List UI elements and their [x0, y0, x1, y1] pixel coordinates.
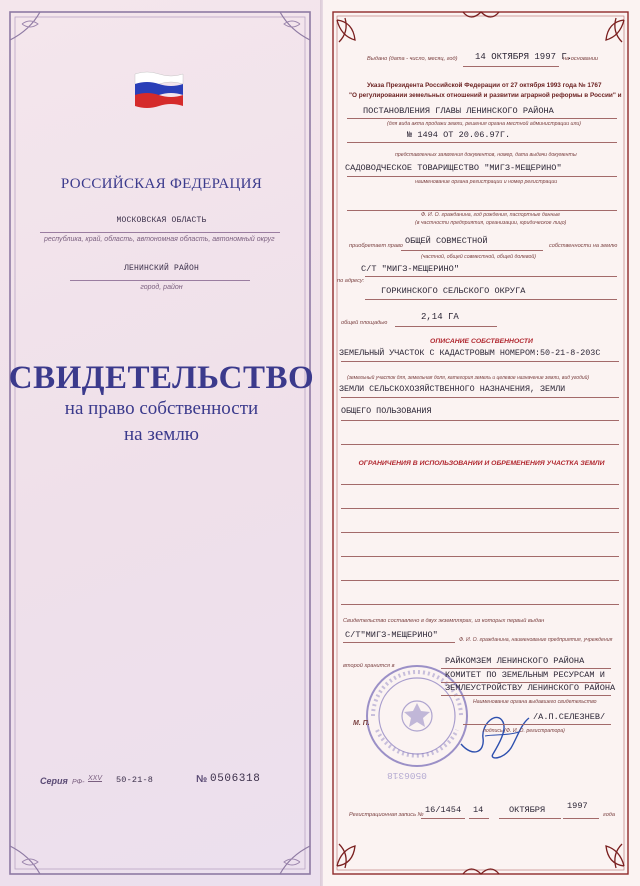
owner-caption: наименование органа регистрации и номер регистрации — [415, 179, 558, 185]
owner-name: САДОВОДЧЕСКОЕ ТОВАРИЩЕСТВО "МИГЗ-МЕЩЕРИНО" — [345, 163, 562, 173]
resolution-number: № 1494 ОТ 20.06.97Г. — [407, 130, 511, 140]
registration-number: 16/1454 — [425, 805, 462, 815]
area-label: общей площадью — [341, 320, 388, 326]
issued-basis: на основании — [563, 56, 599, 62]
series-label: Серия — [40, 776, 68, 786]
registration-year-suffix: года — [603, 812, 616, 818]
decree-line-1: Указа Президента Российской Федерации от 27 октября 1993 года № 1767 — [367, 82, 602, 89]
ownership-type: ОБЩЕЙ СОВМЕСТНОЙ — [405, 236, 488, 246]
address-line-1: С/Т "МИГЗ-МЕЩЕРИНО" — [361, 264, 459, 274]
signer-name: /А.П.СЕЛЕЗНЕВ/ — [533, 712, 606, 722]
certificate-subtitle-line-1: на право собственности — [64, 398, 259, 419]
address-label: по адресу: — [337, 278, 365, 284]
country-heading: РОССИЙСКАЯ ФЕДЕРАЦИЯ — [60, 176, 263, 192]
stamp-label: М. П. — [353, 720, 370, 727]
area-value: 2,14 ГА — [421, 312, 459, 322]
region-value: МОСКОВСКАЯ ОБЛАСТЬ — [116, 216, 207, 225]
restrictions-heading: ОГРАНИЧЕНИЯ В ИСПОЛЬЗОВАНИИ И ОБРЕМЕНЕНИЯ УЧАСТКА ЗЕМЛИ — [358, 460, 605, 467]
person-caption-1: Ф. И. О. гражданина, год рождения, паспортные данные — [421, 212, 561, 218]
series-roman: XXV — [88, 775, 103, 782]
description-line-1: ЗЕМЕЛЬНЫЙ УЧАСТОК С КАДАСТРОВЫМ НОМЕРОМ:50-21-8-203С — [339, 348, 601, 358]
registration-label: Регистрационная запись № — [349, 812, 424, 818]
district-caption: город, район — [140, 284, 183, 291]
copy-holder-caption: Ф. И. О. гражданина, наименование предприятия, учреждения — [459, 637, 613, 643]
signer-caption: подпись (Ф. И. О. регистратора) — [483, 728, 565, 734]
authority-line-3: ЗЕМЛЕУСТРОЙСТВУ ЛЕНИНСКОГО РАЙОНА — [445, 683, 616, 693]
resolution-text: ПОСТАНОВЛЕНИЯ ГЛАВЫ ЛЕНИНСКОГО РАЙОНА — [363, 106, 554, 116]
description-caption: (земельный участок для, земельная доля, категория земель и целевое назначение земли, вид угодий) — [347, 375, 590, 381]
certificate-subtitle-line-2: на землю — [124, 424, 199, 445]
acquired-label: приобретает право — [349, 243, 403, 249]
certificate-details-page — [323, 0, 640, 886]
region-caption: республика, край, область, автономная область, автономный округ — [44, 236, 275, 243]
registration-day: 14 — [473, 805, 484, 815]
ownership-suffix: собственности на землю — [549, 243, 618, 249]
series-code: 50-21-8 — [116, 775, 154, 785]
resolution-caption: (для вида акта продажи земли, решения органа местной администрации или) — [387, 121, 581, 127]
series-prefix: РФ- — [72, 779, 85, 786]
authority-line-1: РАЙКОМЗЕМ ЛЕНИНСКОГО РАЙОНА — [445, 656, 585, 666]
certificate-number: 0506318 — [210, 773, 261, 785]
address-line-2: ГОРКИНСКОГО СЕЛЬСКОГО ОКРУГА — [381, 286, 526, 296]
description-line-3: ОБЩЕГО ПОЛЬЗОВАНИЯ — [341, 406, 432, 416]
copy-holder: С/Т"МИГЗ-МЕЩЕРИНО" — [345, 630, 438, 640]
issued-date: 14 ОКТЯБРЯ 1997 Г. — [475, 52, 573, 62]
russian-flag-icon — [133, 68, 185, 112]
description-heading: ОПИСАНИЕ СОБСТВЕННОСТИ — [430, 338, 533, 345]
stamp-number-mirror: 0506318 — [387, 770, 427, 781]
authority-caption: Наименование органа выдавшего свидетельство — [473, 699, 597, 705]
registration-month: ОКТЯБРЯ — [509, 805, 546, 815]
registration-year: 1997 — [567, 801, 588, 811]
person-caption-2: (в частности предприятия, организации, юридическое лицо) — [415, 220, 567, 226]
certificate-title: СВИДЕТЕЛЬСТВО — [8, 360, 315, 396]
decree-line-2: "О регулировании земельных отношений и развитии аграрной реформы в России" и — [349, 92, 622, 99]
issued-caption: Выдано (дата - число, месяц, год) — [367, 56, 458, 62]
number-label: № — [196, 774, 208, 785]
authority-line-2: КОМИТЕТ ПО ЗЕМЕЛЬНЫМ РЕСУРСАМ И — [445, 670, 605, 680]
kept-label: второй хранится в — [343, 663, 395, 669]
ownership-caption: (частной, общей совместной, общей долевой) — [421, 254, 536, 260]
document-caption: представленных заявления документов, номер, дата выдачи документы — [395, 152, 577, 158]
copies-caption: Свидетельство составлено в двух экземплярах, из которых первый выдан — [343, 618, 545, 624]
district-value: ЛЕНИНСКИЙ РАЙОН — [123, 264, 199, 273]
description-line-2: ЗЕМЛИ СЕЛЬСКОХОЗЯЙСТВЕННОГО НАЗНАЧЕНИЯ, ЗЕМЛИ — [339, 384, 566, 394]
